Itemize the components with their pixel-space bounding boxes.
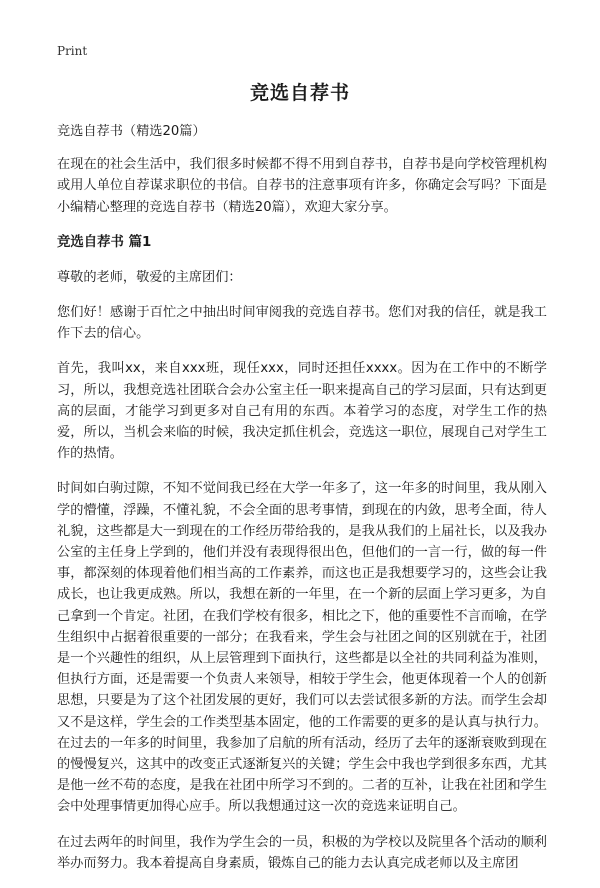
intro-paragraph: 在现在的社会生活中，我们很多时候都不得不用到自荐书，自荐书是向学校管理机构或用人单位自荐谋求职位的书信。自荐书的注意事项有许多，你确定会写吗？下面是小编精心整理的竞选自荐书（精选20篇），欢迎大家分享。	[57, 157, 547, 215]
body-paragraph: 您们好！感谢于百忙之中抽出时间审阅我的竞选自荐书。您们对我的信任，就是我工作下去的信心。	[57, 305, 547, 342]
print-link[interactable]: Print	[57, 44, 88, 58]
body-paragraph: 在过去两年的时间里，我作为学生会的一员，积极的为学校以及院里各个活动的顺利举办而努力。我本着提高自身素质，锻炼自己的能力去认真完成老师以及主席团	[57, 834, 547, 871]
page-title: 竞选自荐书	[249, 82, 350, 104]
subtitle: 竞选自荐书（精选20篇）	[57, 124, 206, 139]
body-paragraph: 首先，我叫xx，来自xxx班，现任xxx，同时还担任xxxx。因为在工作中的不断学习，所以，我想竞选社团联合会办公室主任一职来提高自己的学习层面，只有达到更高的层面，才能学习到更多对自己有用的东西。本着学习的态度，对学生工作的热爱，所以，当机会来临的时候，我决定抓住机会，竞选这一职位，展现自己对学生工作的热情。	[57, 361, 547, 462]
salutation: 尊敬的老师，敬爱的主席团们：	[57, 269, 242, 285]
section-heading: 竞选自荐书 篇1	[57, 234, 152, 250]
body-paragraph: 时间如白驹过隙，不知不觉间我已经在大学一年多了，这一年多的时间里，我从刚入学的懵懂，浮躁，不懂礼貌，不会全面的思考事情，到现在的内敛，思考全面，待人礼貌，这些都是大一到现在的工作经历带给我的，是我从我们的上届社长，以及我办公室的主任身上学到的，他们并没有表现得很出色，但他们的一言一行，做的每一件事，都深刻的体现着他们相当高的工作素养，而这也正是我想要学习的，这些会让我成长，也让我更成熟。所以，我想在新的一年里，在一个新的层面上学习更多，为自己拿到一个肯定。社团，在我们学校有很多，相比之下，他的重要性不言而喻，在学生组织中占据着很重要的一部分；在我看来，学生会与社团之间的区别就在于，社团是一个兴趣性的组织，从上层管理到下面执行，这些都是以全社的共同利益为准则，但执行方面，还是需要一个负责人来领导，相较于学生会，他更体现着一个人的创新思想，只要是为了这个社团发展的更好，我们可以去尝试很多新的方法。而学生会却又不是这样，学生会的工作类型基本固定，他的工作需要的更多的是认真与执行力。在过去的一年多的时间里，我参加了启航的所有活动，经历了去年的逐渐衰败到现在的慢慢复兴，这其中的改变正式逐渐复兴的关键；学生会中我也学到很多东西，尤其是他一丝不苟的态度，是我在社团中所学习不到的。二者的互补，让我在社团和学生会中处理事情更加得心应手。所以我想通过这一次的竞选来证明自己。	[57, 481, 547, 815]
document-body	[57, 121, 547, 888]
